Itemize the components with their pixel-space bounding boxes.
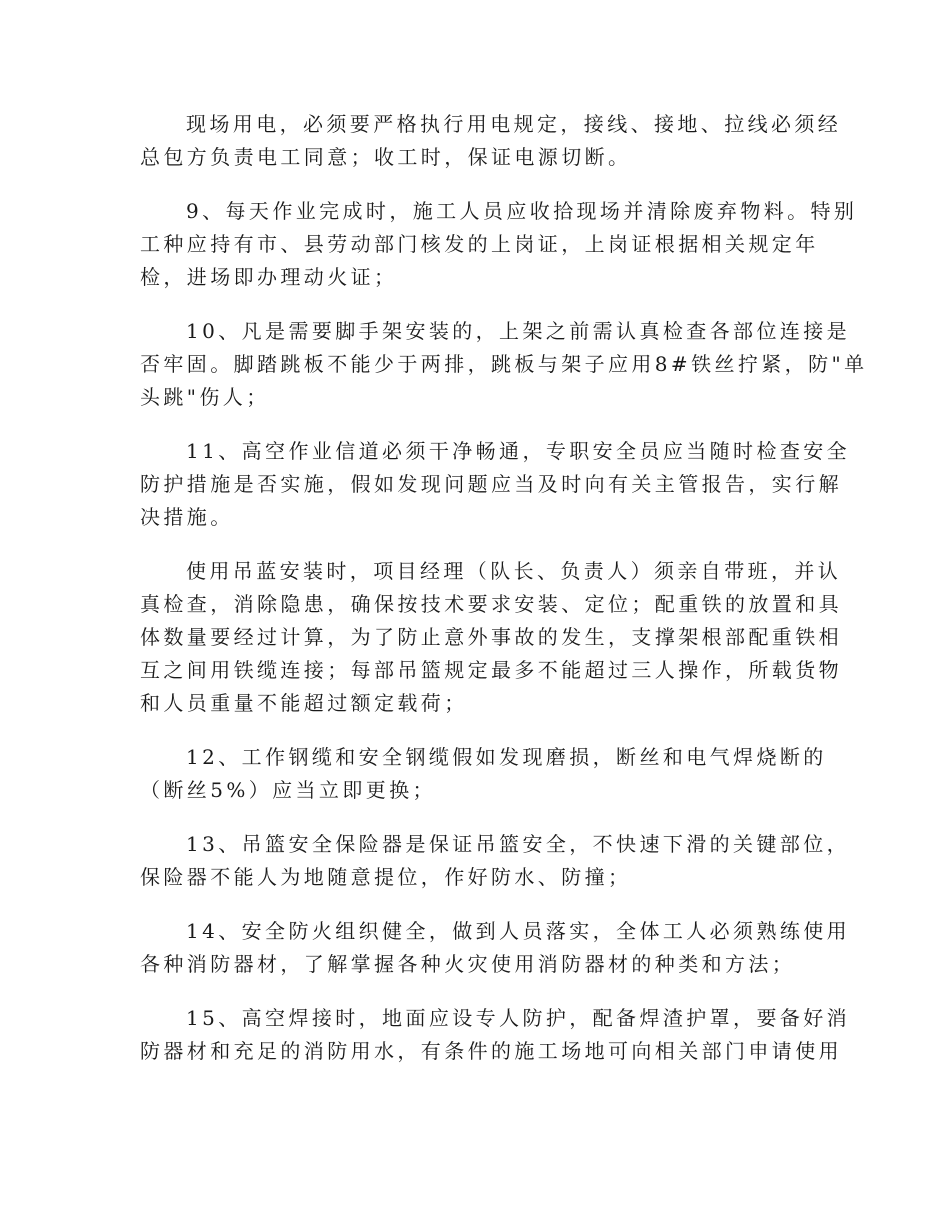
paragraph-line: 9、每天作业完成时，施工人员应收拾现场并清除废弃物料。特别: [186, 199, 858, 223]
paragraph-line: 10、凡是需要脚手架安装的，上架之前需认真检查各部位连接是: [186, 319, 851, 343]
paragraph-line: 和人员重量不能超过额定载荷；: [140, 691, 468, 715]
paragraph-item-10: [140, 315, 868, 414]
paragraph-line: 12、工作钢缆和安全钢缆假如发现磨损，断丝和电气焊烧断的: [186, 745, 827, 769]
paragraph-item-9: [140, 195, 858, 294]
paragraph-line: 真检查，消除隐患，确保按技术要求安装、定位；配重铁的放置和具: [140, 592, 842, 616]
paragraph-line: 头跳"伤人；: [140, 385, 270, 409]
paragraph-line: 14、安全防火组织健全，做到人员落实，全体工人必须熟练使用: [186, 919, 851, 943]
paragraph-line: 防护措施是否实施，假如发现问题应当及时向有关主管报告，实行解: [140, 472, 842, 496]
paragraph-line: 决措施。: [140, 505, 234, 529]
paragraph-line: 工种应持有市、县劳动部门核发的上岗证，上岗证根据相关规定年: [140, 232, 819, 256]
paragraph-line: 检，进场即办理动火证；: [140, 265, 398, 289]
paragraph-line: 否牢固。脚踏跳板不能少于两排，跳板与架子应用8#铁丝拧紧，防"单: [140, 352, 868, 376]
paragraph-line: 防器材和充足的消防用水，有条件的施工场地可向相关部门申请使用: [140, 1039, 842, 1063]
paragraph-item-13: [140, 828, 851, 894]
paragraph-line: （断丝5%）应当立即更换；: [140, 778, 436, 802]
paragraph-line: 使用吊蓝安装时，项目经理（队长、负责人）须亲自带班，并认: [186, 559, 842, 583]
paragraph-line: 保险器不能人为地随意提位，作好防水、防撞；: [140, 865, 632, 889]
paragraph-item-11: [140, 435, 851, 534]
paragraph-line: 13、吊篮安全保险器是保证吊篮安全，不快速下滑的关键部位，: [186, 832, 851, 856]
paragraph-line: 各种消防器材，了解掌握各种火灾使用消防器材的种类和方法；: [140, 952, 796, 976]
paragraph-line: 体数量要经过计算，为了防止意外事故的发生，支撑架根部配重铁相: [140, 625, 842, 649]
paragraph-line: 总包方负责电工同意；收工时，保证电源切断。: [140, 145, 632, 169]
paragraph-item-15: [140, 1002, 851, 1068]
paragraph-line: 11、高空作业信道必须干净畅通，专职安全员应当随时检查安全: [186, 439, 851, 463]
paragraph-line: 15、高空焊接时，地面应设专人防护，配备焊渣护罩，要备好消: [186, 1006, 851, 1030]
paragraph-item-12: [140, 741, 827, 807]
paragraph-line: 现场用电，必须要严格执行用电规定，接线、接地、拉线必须经: [186, 112, 842, 136]
paragraph-electricity: [140, 108, 842, 174]
paragraph-hanging-basket: [140, 555, 842, 720]
paragraph-line: 互之间用铁缆连接；每部吊篮规定最多不能超过三人操作，所载货物: [140, 658, 842, 682]
document-body: [140, 108, 868, 1089]
paragraph-item-14: [140, 915, 851, 981]
